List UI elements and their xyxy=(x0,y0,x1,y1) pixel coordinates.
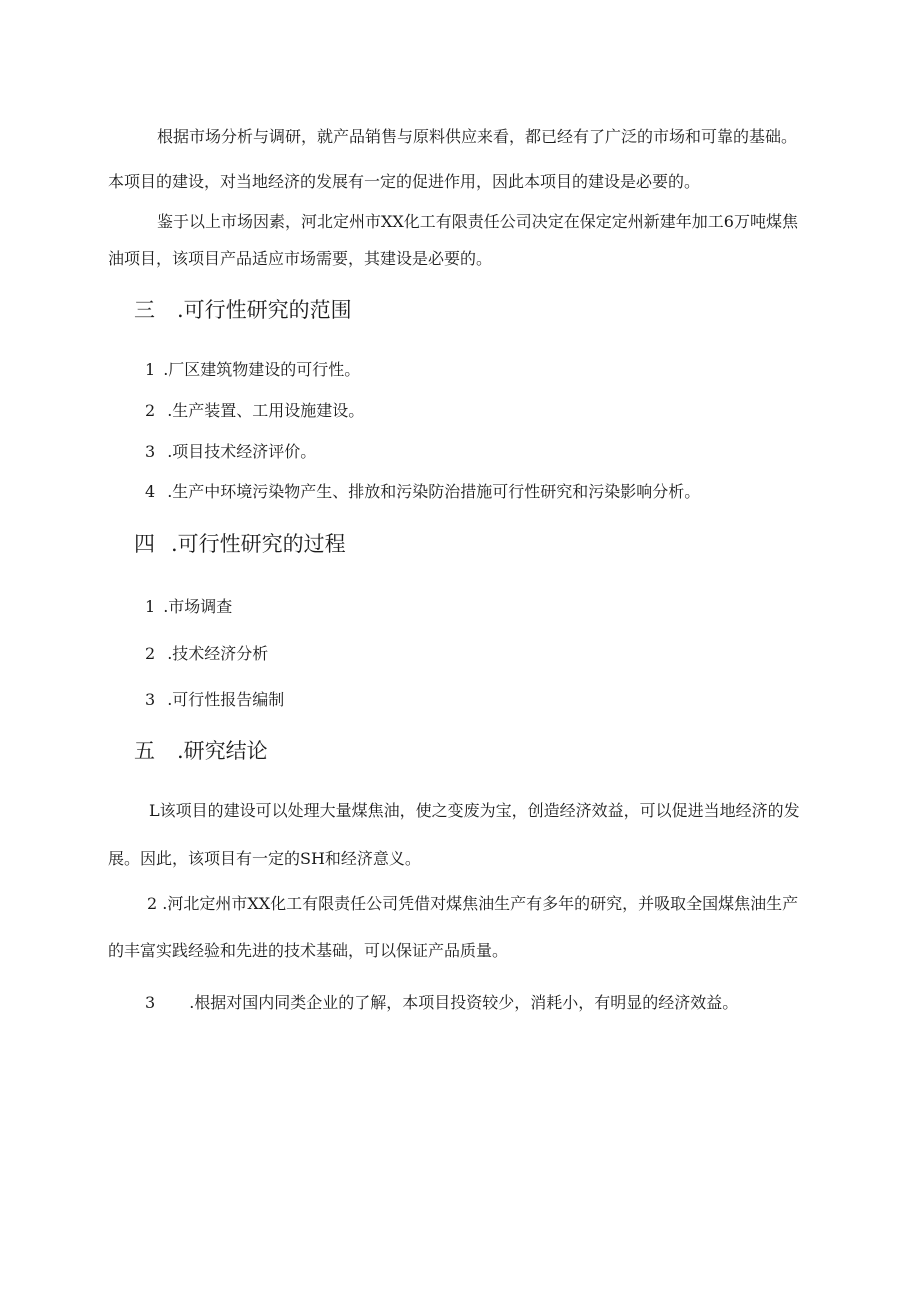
list-item: 2 .生产装置、工用设施建设。 xyxy=(145,401,365,420)
section-title: .可行性研究的过程 xyxy=(171,532,346,556)
section-title: .研究结论 xyxy=(177,739,268,763)
section-number: 四 xyxy=(134,532,155,556)
section-heading-scope xyxy=(134,297,352,323)
list-item: 3 .可行性报告编制 xyxy=(145,690,285,709)
section-heading-conclusion xyxy=(134,738,268,764)
list-item: 3 .项目技术经济评价。 xyxy=(145,442,317,461)
list-item: 1 .市场调查 xyxy=(145,597,233,616)
list-item: 1 .厂区建筑物建设的可行性。 xyxy=(145,360,361,379)
section-title: .可行性研究的范围 xyxy=(177,298,352,322)
list-item: 2 .技术经济分析 xyxy=(145,644,269,663)
section-number: 五 xyxy=(134,739,155,763)
paragraph-2-line-1: 鉴于以上市场因素，河北定州市XX化工有限责任公司决定在保定定州新建年加工6万吨煤焦 xyxy=(157,212,798,231)
list-item: 4 .生产中环境污染物产生、排放和污染防治措施可行性研究和污染影响分析。 xyxy=(145,482,701,501)
section-heading-process xyxy=(134,531,346,557)
paragraph-1-line-1: 根据市场分析与调研，就产品销售与原料供应来看，都已经有了广泛的市场和可靠的基础。 xyxy=(157,127,798,146)
conclusion-3: 3 .根据对国内同类企业的了解，本项目投资较少，消耗小，有明显的经济效益。 xyxy=(145,993,739,1012)
section-number: 三 xyxy=(134,298,155,322)
conclusion-2-line-2: 的丰富实践经验和先进的技术基础，可以保证产品质量。 xyxy=(108,941,509,960)
conclusion-2-line-1: 2 .河北定州市XX化工有限责任公司凭借对煤焦油生产有多年的研究，并吸取全国煤焦油生产 xyxy=(147,894,799,913)
paragraph-1-line-2: 本项目的建设，对当地经济的发展有一定的促进作用，因此本项目的建设是必要的。 xyxy=(108,172,701,191)
conclusion-1-line-1: L该项目的建设可以处理大量煤焦油，使之变废为宝，创造经济效益，可以促进当地经济的发 xyxy=(149,801,800,820)
paragraph-2-line-2: 油项目，该项目产品适应市场需要，其建设是必要的。 xyxy=(108,249,493,268)
conclusion-1-line-2: 展。因此，该项目有一定的SH和经济意义。 xyxy=(108,849,421,868)
